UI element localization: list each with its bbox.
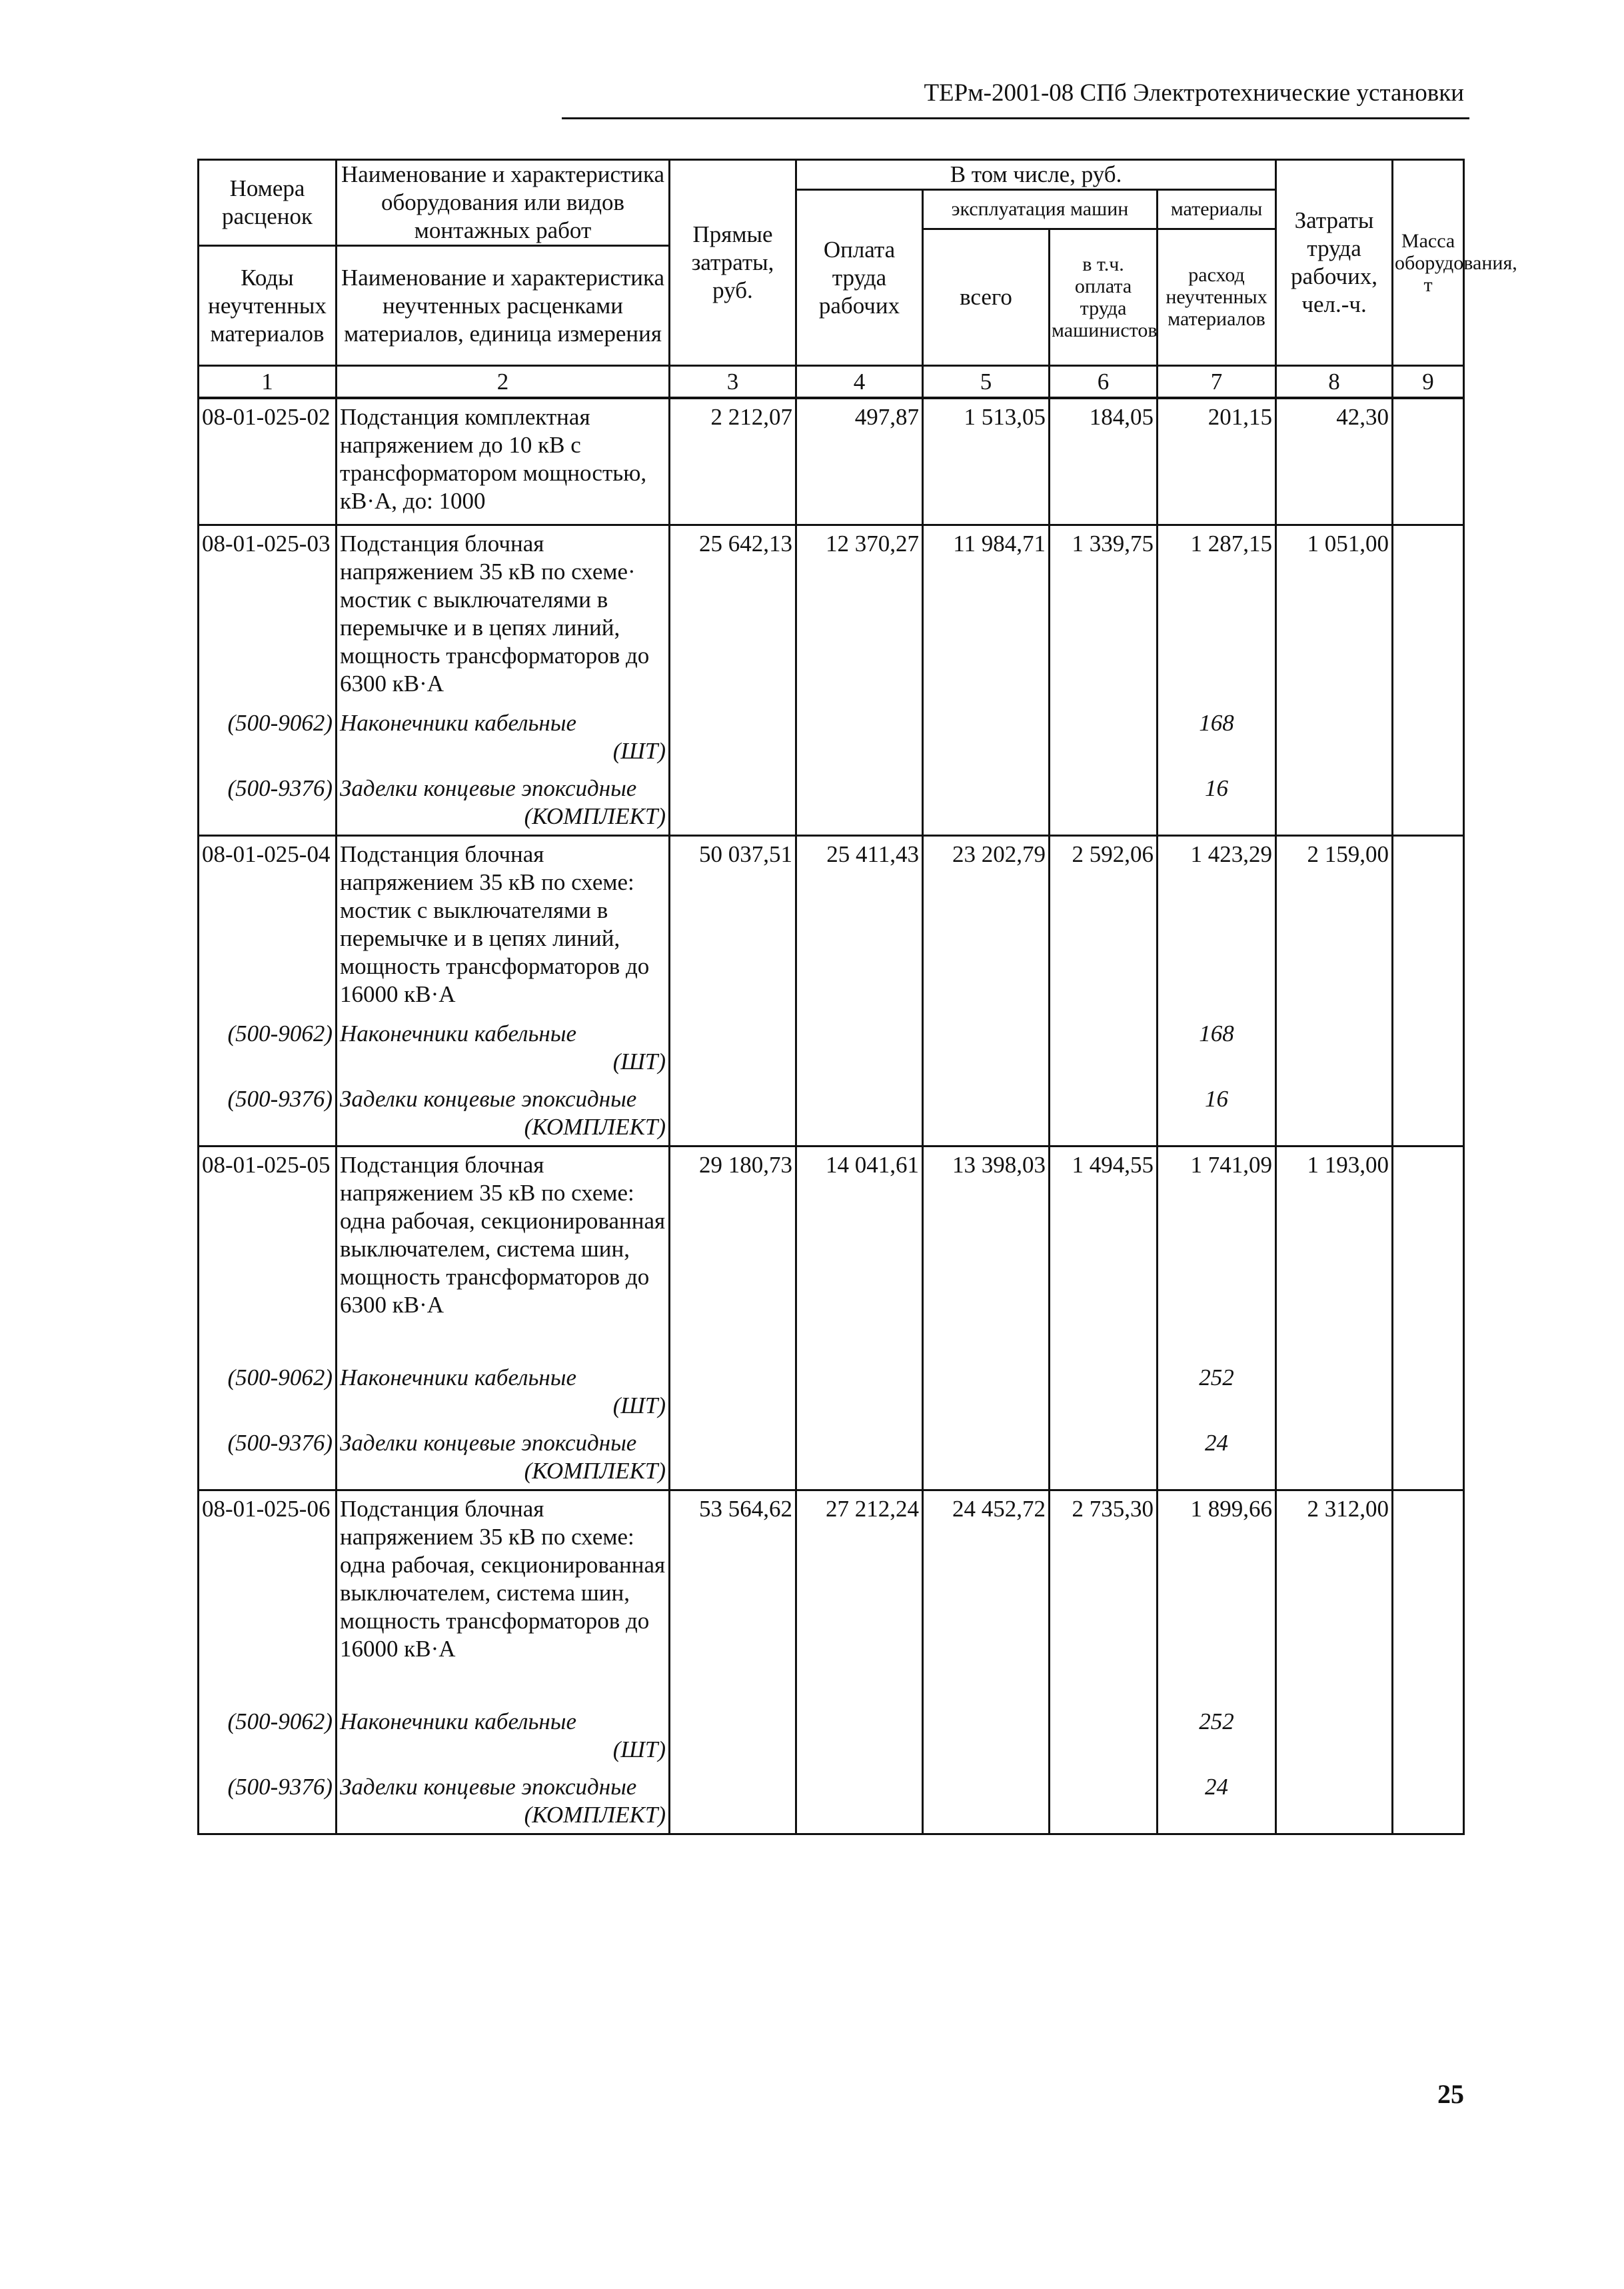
header-machines: эксплуатация машин (923, 190, 1158, 229)
empty-cell (1276, 1081, 1393, 1146)
header-col9: Масса оборудования, т (1393, 160, 1464, 366)
header-col4: Оплата труда рабочих (796, 190, 923, 366)
material-code: (500-9376) (199, 1425, 337, 1490)
document-header-title: ТЕРм-2001-08 СПб Электротехнические установки (924, 79, 1464, 107)
material-unit: (КОМПЛЕКТ) (524, 1457, 666, 1484)
empty-cell (923, 1425, 1050, 1490)
material-name: Заделки концевые эпоксидные (340, 1085, 637, 1112)
header-col7: расход неучтенных материалов (1158, 229, 1276, 366)
empty-cell (670, 705, 796, 771)
empty-cell (670, 1769, 796, 1834)
material-code: (500-9376) (199, 771, 337, 836)
page-number: 25 (1437, 2079, 1464, 2109)
empty-cell (670, 1704, 796, 1769)
empty-cell (923, 1081, 1050, 1146)
material-unit: (ШТ) (612, 1048, 666, 1075)
labor-cost: 497,87 (796, 399, 923, 525)
empty-cell (1276, 1016, 1393, 1081)
machines-total: 1 513,05 (923, 399, 1050, 525)
materials-cost: 201,15 (1158, 399, 1276, 525)
material-code: (500-9062) (199, 1704, 337, 1769)
empty-cell (670, 771, 796, 836)
col-number: 2 (337, 366, 670, 398)
material-qty: 24 (1158, 1425, 1276, 1490)
material-name: Заделки концевые эпоксидные (340, 1773, 637, 1800)
equipment-mass (1393, 399, 1464, 525)
empty-cell (1393, 1425, 1464, 1490)
material-name: Наконечники кабельные (340, 709, 576, 736)
labor-cost: 14 041,61 (796, 1146, 923, 1360)
rate-name: Подстанция блочная напряжением 35 кВ по схеме: одна рабочая, секционированная выключателем, система шин, мощность трансформаторов до 16000 кВ·А (337, 1490, 670, 1704)
empty-cell (796, 771, 923, 836)
header-materials: материалы (1158, 190, 1276, 229)
material-qty: 168 (1158, 705, 1276, 771)
labor-hours: 1 193,00 (1276, 1146, 1393, 1360)
empty-cell (1393, 1360, 1464, 1425)
header-col2-bottom: Наименование и характеристика неучтенных расценками материалов, единица измерения (337, 246, 670, 366)
empty-cell (1393, 771, 1464, 836)
material-code: (500-9062) (199, 1016, 337, 1081)
rate-code: 08-01-025-06 (199, 1490, 337, 1704)
direct-cost: 25 642,13 (670, 525, 796, 705)
table-row (199, 836, 1464, 1016)
material-qty: 24 (1158, 1769, 1276, 1834)
empty-cell (1276, 1704, 1393, 1769)
empty-cell (1276, 771, 1393, 836)
empty-cell (1050, 1425, 1158, 1490)
material-qty: 16 (1158, 1081, 1276, 1146)
table-header (197, 159, 1517, 399)
material-name-cell (337, 1425, 670, 1490)
empty-cell (796, 1360, 923, 1425)
direct-cost: 2 212,07 (670, 399, 796, 525)
col-number: 3 (670, 366, 796, 398)
empty-cell (796, 1425, 923, 1490)
empty-cell (1393, 1016, 1464, 1081)
materials-cost: 1 741,09 (1158, 1146, 1276, 1360)
material-unit: (КОМПЛЕКТ) (524, 1801, 666, 1828)
table-row (199, 1146, 1464, 1360)
empty-cell (796, 1769, 923, 1834)
header-col8: Затраты труда рабочих, чел.-ч. (1276, 160, 1393, 366)
material-unit: (КОМПЛЕКТ) (524, 1113, 666, 1140)
materials-cost: 1 287,15 (1158, 525, 1276, 705)
material-unit: (ШТ) (612, 1392, 666, 1418)
material-row (199, 1081, 1464, 1146)
material-row (199, 1360, 1464, 1425)
material-name: Наконечники кабельные (340, 1020, 576, 1047)
table-row (199, 1490, 1464, 1704)
labor-hours: 2 159,00 (1276, 836, 1393, 1016)
empty-cell (796, 1016, 923, 1081)
empty-cell (1050, 1016, 1158, 1081)
machines-total: 24 452,72 (923, 1490, 1050, 1704)
rate-name: Подстанция блочная напряжением 35 кВ по схеме: одна рабочая, секционированная выключателем, система шин, мощность трансформаторов до 6300 кВ·А (337, 1146, 670, 1360)
col-number: 7 (1158, 366, 1276, 398)
empty-cell (923, 1769, 1050, 1834)
empty-cell (1393, 1769, 1464, 1834)
empty-cell (1050, 705, 1158, 771)
empty-cell (923, 1360, 1050, 1425)
col-number: 4 (796, 366, 923, 398)
col-number: 5 (923, 366, 1050, 398)
material-code: (500-9376) (199, 1769, 337, 1834)
table-row (199, 525, 1464, 705)
empty-cell (1050, 1360, 1158, 1425)
header-col6: в т.ч. оплата труда машинистов (1050, 229, 1158, 366)
labor-cost: 25 411,43 (796, 836, 923, 1016)
labor-hours: 42,30 (1276, 399, 1393, 525)
labor-hours: 1 051,00 (1276, 525, 1393, 705)
empty-cell (1393, 1081, 1464, 1146)
empty-cell (670, 1016, 796, 1081)
empty-cell (923, 705, 1050, 771)
material-name-cell (337, 1360, 670, 1425)
rate-code: 08-01-025-05 (199, 1146, 337, 1360)
material-name-cell (337, 1016, 670, 1081)
labor-hours: 2 312,00 (1276, 1490, 1393, 1704)
machines-labor: 184,05 (1050, 399, 1158, 525)
equipment-mass (1393, 836, 1464, 1016)
machines-labor: 2 735,30 (1050, 1490, 1158, 1704)
empty-cell (796, 1081, 923, 1146)
header-col2-top: Наименование и характеристика оборудования или видов монтажных работ (337, 160, 670, 246)
equipment-mass (1393, 525, 1464, 705)
material-code: (500-9062) (199, 705, 337, 771)
equipment-mass (1393, 1146, 1464, 1360)
material-name: Заделки концевые эпоксидные (340, 1429, 637, 1456)
empty-cell (1050, 771, 1158, 836)
material-name-cell (337, 771, 670, 836)
material-row (199, 1016, 1464, 1081)
direct-cost: 50 037,51 (670, 836, 796, 1016)
col-number: 6 (1050, 366, 1158, 398)
machines-total: 23 202,79 (923, 836, 1050, 1016)
empty-cell (670, 1360, 796, 1425)
empty-cell (1050, 1769, 1158, 1834)
machines-labor: 1 339,75 (1050, 525, 1158, 705)
rate-code: 08-01-025-03 (199, 525, 337, 705)
header-rule (562, 117, 1469, 119)
material-name: Наконечники кабельные (340, 1364, 576, 1390)
material-name-cell (337, 705, 670, 771)
rate-name: Подстанция блочная напряжением 35 кВ по схеме· мостик с выключателями в перемычке и в цепях линий, мощность трансформаторов до 6300 кВ·А (337, 525, 670, 705)
materials-cost: 1 423,29 (1158, 836, 1276, 1016)
empty-cell (1050, 1081, 1158, 1146)
material-qty: 168 (1158, 1016, 1276, 1081)
empty-cell (1393, 705, 1464, 771)
empty-cell (670, 1081, 796, 1146)
labor-cost: 12 370,27 (796, 525, 923, 705)
machines-total: 13 398,03 (923, 1146, 1050, 1360)
rate-code: 08-01-025-04 (199, 836, 337, 1016)
machines-labor: 1 494,55 (1050, 1146, 1158, 1360)
header-col3: Прямые затраты, руб. (670, 160, 796, 366)
rates-table (197, 397, 1465, 1835)
material-unit: (ШТ) (612, 1736, 666, 1762)
material-name: Наконечники кабельные (340, 1708, 576, 1734)
material-qty: 252 (1158, 1704, 1276, 1769)
header-col5: всего (923, 229, 1050, 366)
material-row (199, 1425, 1464, 1490)
material-row (199, 705, 1464, 771)
rate-name: Подстанция блочная напряжением 35 кВ по схеме: мостик с выключателями в перемычке и в цепях линий, мощность трансформаторов до 16000 кВ·А (337, 836, 670, 1016)
empty-cell (923, 1704, 1050, 1769)
empty-cell (1276, 1360, 1393, 1425)
empty-cell (670, 1425, 796, 1490)
rate-code: 08-01-025-02 (199, 399, 337, 525)
header-group: В том числе, руб. (796, 160, 1276, 190)
material-unit: (ШТ) (612, 737, 666, 764)
machines-labor: 2 592,06 (1050, 836, 1158, 1016)
empty-cell (1276, 1769, 1393, 1834)
direct-cost: 53 564,62 (670, 1490, 796, 1704)
equipment-mass (1393, 1490, 1464, 1704)
header-col1-top: Номера расценок (199, 160, 337, 246)
material-qty: 252 (1158, 1360, 1276, 1425)
col-number: 1 (199, 366, 337, 398)
col-number: 9 (1393, 366, 1464, 398)
header-col1-bottom: Коды неучтенных материалов (199, 246, 337, 366)
direct-cost: 29 180,73 (670, 1146, 796, 1360)
labor-cost: 27 212,24 (796, 1490, 923, 1704)
table-row (199, 399, 1464, 525)
empty-cell (1276, 705, 1393, 771)
empty-cell (1050, 1704, 1158, 1769)
material-unit: (КОМПЛЕКТ) (524, 803, 666, 829)
empty-cell (1276, 1425, 1393, 1490)
material-row (199, 771, 1464, 836)
materials-cost: 1 899,66 (1158, 1490, 1276, 1704)
rate-name: Подстанция комплектная напряжением до 10 кВ с трансформатором мощностью, кВ·А, до: 1000 (337, 399, 670, 525)
col-number: 8 (1276, 366, 1393, 398)
empty-cell (796, 705, 923, 771)
material-name-cell (337, 1704, 670, 1769)
empty-cell (1393, 1704, 1464, 1769)
machines-total: 11 984,71 (923, 525, 1050, 705)
material-name-cell (337, 1081, 670, 1146)
material-row (199, 1704, 1464, 1769)
empty-cell (923, 1016, 1050, 1081)
material-code: (500-9376) (199, 1081, 337, 1146)
material-qty: 16 (1158, 771, 1276, 836)
material-name-cell (337, 1769, 670, 1834)
material-code: (500-9062) (199, 1360, 337, 1425)
material-row (199, 1769, 1464, 1834)
material-name: Заделки концевые эпоксидные (340, 775, 637, 801)
empty-cell (923, 771, 1050, 836)
empty-cell (796, 1704, 923, 1769)
